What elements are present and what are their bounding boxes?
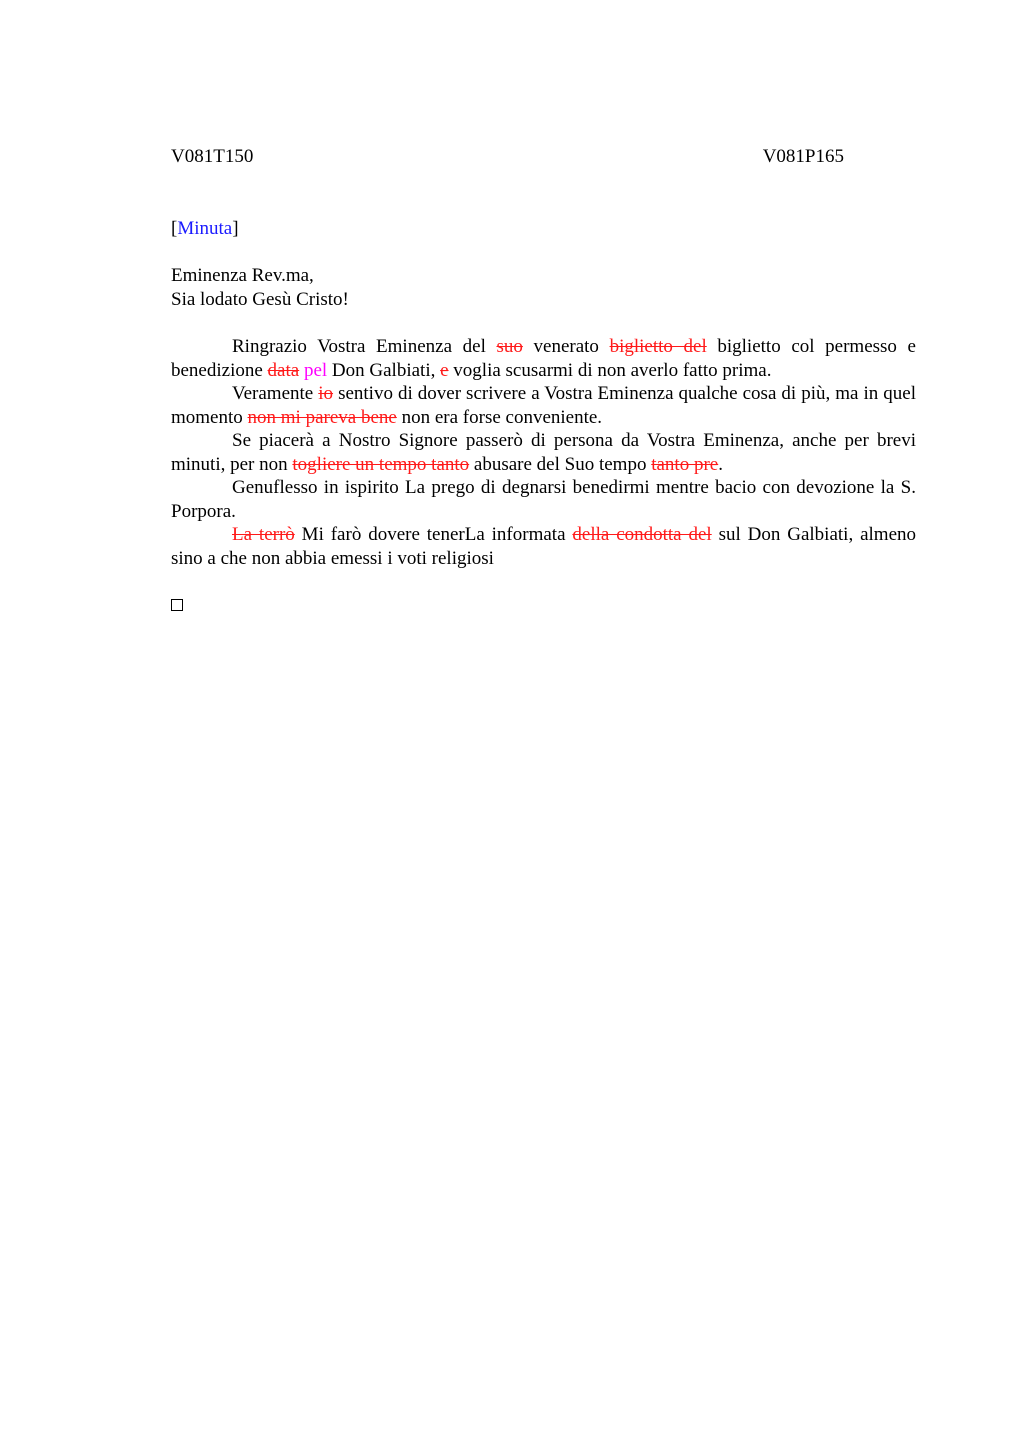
note-label-text: Minuta bbox=[177, 217, 233, 239]
text-segment: Mi farò dovere tenerLa informata bbox=[294, 524, 573, 545]
text-segment: abusare del Suo tempo bbox=[469, 453, 652, 475]
deleted-text: della condotta del bbox=[572, 524, 712, 545]
letter-body bbox=[171, 335, 916, 570]
document-header bbox=[171, 145, 844, 169]
header-left-code: V081T150 bbox=[171, 146, 254, 167]
text-segment: sentivo di dover scrivere a Vostra Eminenza qualche cosa di più, ma in quel momento bbox=[171, 383, 916, 428]
text-segment: . bbox=[718, 453, 723, 475]
text-segment: Se piacerà a Nostro Signore passerò di persona da Vostra Eminenza, anche per brevi minuti, per non bbox=[171, 430, 916, 475]
deleted-text: io bbox=[318, 383, 334, 404]
paragraph-5 bbox=[171, 523, 916, 570]
inserted-text: pel bbox=[303, 359, 328, 381]
note-label bbox=[171, 217, 916, 241]
note-open-bracket: [ bbox=[171, 217, 178, 239]
text-segment: venerato bbox=[522, 336, 610, 357]
deleted-text: La terrò bbox=[232, 524, 295, 545]
text-segment: Veramente bbox=[232, 383, 319, 404]
deleted-text: data bbox=[267, 359, 300, 381]
text-segment: Genuflesso in ispirito La prego di degnarsi benedirmi mentre bacio con devozione la S. Porpora. bbox=[171, 477, 916, 522]
paragraph-3 bbox=[171, 429, 916, 476]
deleted-text: suo bbox=[496, 336, 523, 357]
salutation-line-2: Sia lodato Gesù Cristo! bbox=[171, 288, 349, 310]
text-segment: Ringrazio Vostra Eminenza del bbox=[232, 336, 497, 357]
paragraph-2 bbox=[171, 382, 916, 429]
deleted-text: e bbox=[440, 359, 449, 381]
text-segment: non era forse conveniente. bbox=[396, 406, 603, 428]
deleted-text: togliere un tempo tanto bbox=[292, 453, 470, 475]
text-segment: sul Don Galbiati, almeno sino a che non abbia emessi i voti religiosi bbox=[171, 524, 917, 569]
paragraph-4 bbox=[171, 476, 916, 523]
salutation-line-1: Eminenza Rev.ma, bbox=[171, 265, 314, 286]
text-segment: biglietto col permesso e benedizione bbox=[171, 336, 916, 381]
note-close-bracket: ] bbox=[232, 217, 239, 239]
deleted-text: tanto pre bbox=[651, 453, 719, 475]
paragraph-1 bbox=[171, 335, 916, 382]
empty-checkbox-icon bbox=[171, 599, 183, 611]
end-marker bbox=[171, 594, 916, 618]
deleted-text: non mi pareva bene bbox=[247, 406, 397, 428]
document-page bbox=[171, 145, 916, 618]
header-right-code: V081P165 bbox=[762, 146, 844, 167]
text-segment: Don Galbiati, bbox=[327, 359, 441, 381]
text-segment: voglia scusarmi di non averlo fatto prima. bbox=[448, 359, 772, 381]
deleted-text: biglietto del bbox=[609, 336, 707, 357]
